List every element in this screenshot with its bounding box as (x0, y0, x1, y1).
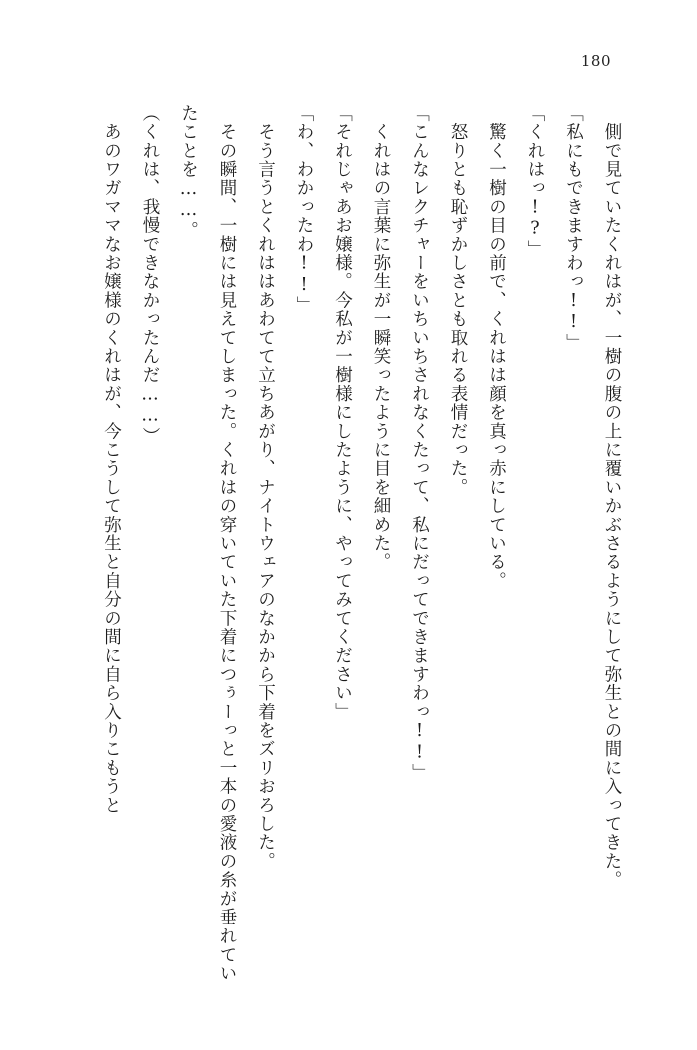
body-line: その瞬間、一樹には見えてしまった。くれはの穿いていた下着につぅーっと一本の愛液の糸が垂れていたことを……。 (178, 104, 237, 983)
body-line: 「こんなレクチャーをいちいちされなくたって、私にだってできますわっ!!」 (409, 104, 430, 783)
body-line: 「くれはっ!?」 (525, 104, 545, 259)
body-line: 「わ、わかったわ!!」 (294, 104, 314, 315)
page-number: 180 (580, 52, 611, 70)
body-line: 怒りとも恥ずかしさとも取れる表情だった。 (448, 104, 468, 497)
body-line: 側で見ていたくれはが、一樹の腹の上に覆いかぶさるようにして弥生との間に入ってきた。 (602, 104, 622, 890)
body-line: そう言うとくれははあわてて立ちあがり、ナイトウェアのなかから下着をズリおろした。 (255, 104, 276, 871)
body-line: （くれは、我慢できなかったんだ……） (140, 104, 160, 446)
page-body-text (56, 104, 631, 984)
body-line: 「それじゃあお嬢様。今私が一樹様にしたように、やってみてください」 (332, 104, 353, 722)
body-line: くれはの言葉に弥生が一瞬笑ったように目を細めた。 (371, 104, 391, 572)
body-line: 驚く一樹の目の前で、くれはは顔を真っ赤にしている。 (486, 104, 507, 591)
body-line: 「私にもできますわっ!!」 (563, 104, 584, 353)
body-line: あのワガママなお嬢様のくれはが、今こうして弥生と自分の間に自ら入りこもうと (101, 104, 122, 815)
